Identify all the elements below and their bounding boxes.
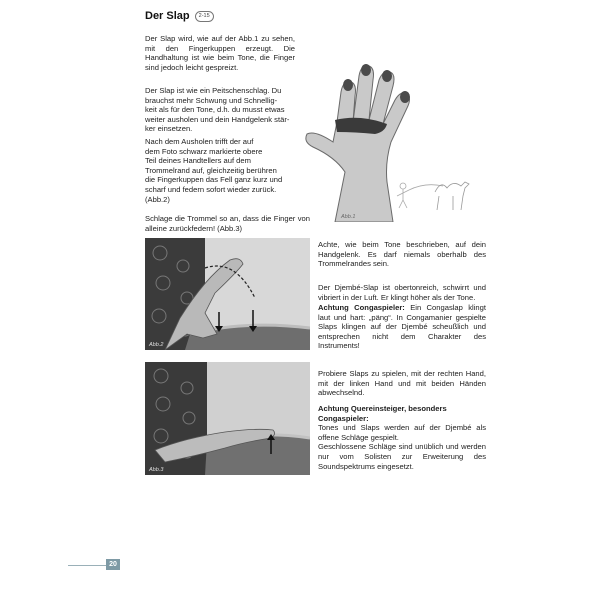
congaspieler-warning-label: Achtung Congaspieler: bbox=[318, 303, 405, 312]
photo-abb2 bbox=[145, 238, 310, 350]
quereinsteiger-warning-label: Achtung Quereinsteiger, besonders Congaspieler: bbox=[318, 404, 447, 423]
intro-paragraph-1: Der Slap wird, wie auf der Abb.1 zu sehen, mit den Fingerkuppen erzeugt. Die Handhaltung ist wie beim Tone, die Finger sind jedoch leicht gespreizt. bbox=[145, 34, 295, 72]
text-line: scharf und federn sofort wieder zurück. bbox=[145, 184, 277, 194]
page-title bbox=[145, 10, 214, 22]
text-line: (Abb.2) bbox=[145, 194, 170, 204]
text-line: weiter ausholen und dein Handgelenk stär- bbox=[145, 114, 290, 124]
text-line: Teil deines Handtellers auf dem bbox=[145, 156, 251, 166]
page-number-rule bbox=[68, 565, 106, 566]
page-title-text: Der Slap bbox=[145, 10, 190, 22]
text-line: Trommelrand auf, gleichzeitig berühren bbox=[145, 165, 277, 175]
congaspieler-warning-text: Ein Congaslap klingt laut und hart: „päng“. In Congamanier gespielte Slaps klingen auf der Djembé scheußlich und entsprechen nicht dem Charakter des Instruments! bbox=[318, 303, 486, 351]
page-number bbox=[68, 559, 128, 571]
right-paragraph-5 bbox=[318, 404, 486, 471]
text-line: keit als für den Tone, d.h. du musst etwas bbox=[145, 105, 285, 115]
text-line: ker einsetzen. bbox=[145, 124, 193, 134]
text-line: Der Slap ist wie ein Peitschenschlag. Du bbox=[145, 86, 282, 95]
page-number-value: 20 bbox=[106, 559, 120, 570]
text-line: brauchst mehr Schwung und Schnellig- bbox=[145, 95, 278, 105]
text-line: die Fingerkuppen das Fell ganz kurz und bbox=[145, 175, 283, 185]
figure-abb2-caption: Abb.2 bbox=[149, 342, 164, 348]
right-paragraph-3 bbox=[318, 303, 486, 351]
closed-strokes-text: Geschlossene Schläge sind unüblich und werden nur vom Solisten zur Erweiterung des Soundspektrums eingesetzt. bbox=[318, 442, 486, 471]
right-paragraph-2: Der Djembé-Slap ist obertonreich, schwirrt und vibriert in der Luft. Er klingt höher als der Tone. bbox=[318, 283, 486, 302]
figure-abb3-caption: Abb.3 bbox=[149, 467, 164, 473]
text-line: Nach dem Ausholen trifft der auf bbox=[145, 137, 254, 146]
figure-abb1-caption: Abb.1 bbox=[341, 214, 356, 220]
figure-abb1 bbox=[275, 62, 475, 222]
text-line: dem Foto schwarz markierte obere bbox=[145, 146, 263, 156]
quereinsteiger-warning-text: Tones und Slaps werden auf der Djembé als offene Schläge gespielt. bbox=[318, 423, 486, 442]
figure-abb3 bbox=[145, 362, 310, 475]
photo-abb3 bbox=[145, 362, 310, 475]
figure-abb2 bbox=[145, 238, 310, 350]
track-badge: 2-15 bbox=[195, 11, 214, 22]
intro-paragraph-4: Schlage die Trommel so an, dass die Finger von alleine zurückfedern! (Abb.3) bbox=[145, 214, 310, 233]
right-paragraph-1: Achte, wie beim Tone beschrieben, auf dein Handgelenk. Es darf niemals oberhalb des Trommelrandes sein. bbox=[318, 240, 486, 269]
right-paragraph-4: Probiere Slaps zu spielen, mit der rechten Hand, mit der linken Hand und mit beiden Händen abwechselnd. bbox=[318, 369, 486, 398]
hand-illustration-1 bbox=[275, 62, 475, 222]
